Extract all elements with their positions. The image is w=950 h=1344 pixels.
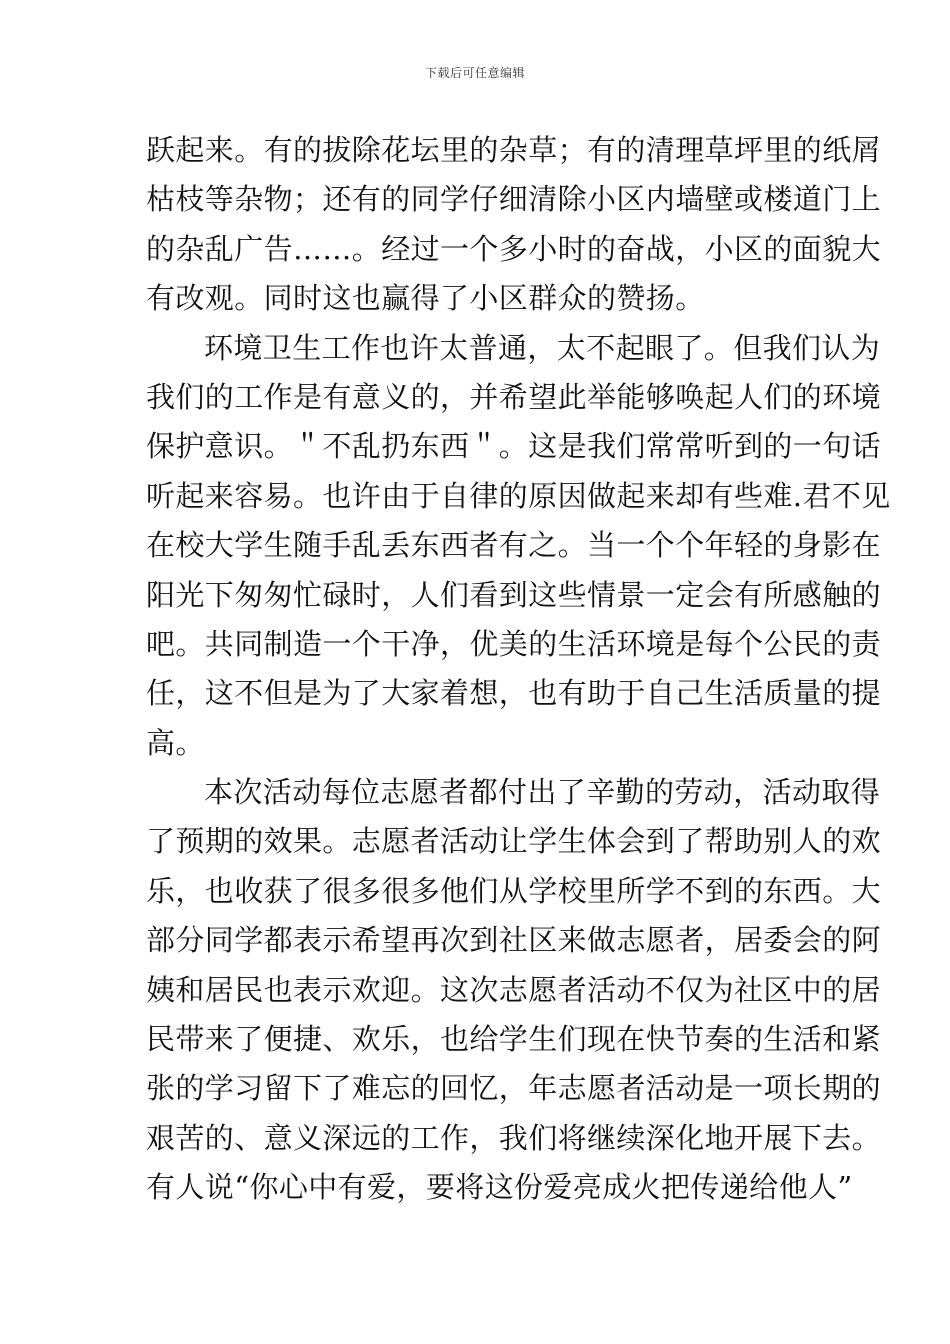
text-line: 枯枝等杂物；还有的同学仔细清除小区内墙壁或楼道门上 [146, 182, 882, 217]
text-line: 吧。共同制造一个干净，优美的生活环境是每个公民的责 [146, 626, 882, 661]
body-text [146, 126, 891, 1213]
text-line: 听起来容易。也许由于自律的原因做起来却有些难.君不见 [146, 478, 891, 513]
paragraph-first-line: 环境卫生工作也许太普通，太不起眼了。但我们认为 [204, 330, 881, 365]
text-line: 在校大学生随手乱丢东西者有之。当一个个年轻的身影在 [146, 528, 882, 563]
text-line: 姨和居民也表示欢迎。这次志愿者活动不仅为社区中的居 [146, 972, 882, 1007]
text-line: 乐，也收获了很多很多他们从学校里所学不到的东西。大 [146, 873, 882, 908]
text-line: 艰苦的、意义深远的工作，我们将继续深化地开展下去。 [146, 1120, 882, 1155]
text-line: 有改观。同时这也赢得了小区群众的赞扬。 [146, 281, 705, 316]
text-line: 的杂乱广告……。经过一个多小时的奋战，小区的面貌大 [146, 231, 882, 266]
text-line: 我们的工作是有意义的，并希望此举能够唤起人们的环境 [146, 379, 882, 414]
text-line: 民带来了便捷、欢乐，也给学生们现在快节奏的生活和紧 [146, 1022, 882, 1057]
text-line: 了预期的效果。志愿者活动让学生体会到了帮助别人的欢 [146, 824, 882, 859]
text-line: 阳光下匆匆忙碌时，人们看到这些情景一定会有所感触的 [146, 577, 882, 612]
text-line: 保护意识。＂不乱扔东西＂。这是我们常常听到的一句话 [146, 429, 882, 464]
text-line: 部分同学都表示希望再次到社区来做志愿者，居委会的阿 [146, 923, 882, 958]
text-line: 有人说“你心中有爱，要将这份爱亮成火把传递给他人” [146, 1170, 853, 1205]
text-line: 任，这不但是为了大家着想，也有助于自己生活质量的提 [146, 676, 882, 711]
text-line: 跃起来。有的拔除花坛里的杂草；有的清理草坪里的纸屑 [146, 133, 882, 167]
text-line: 张的学习留下了难忘的回忆，年志愿者活动是一项长期的 [146, 1071, 882, 1106]
page-header: 下载后可任意编辑 [424, 66, 525, 80]
text-line: 高。 [146, 725, 205, 760]
paragraph-first-line: 本次活动每位志愿者都付出了辛勤的劳动，活动取得 [204, 775, 881, 810]
